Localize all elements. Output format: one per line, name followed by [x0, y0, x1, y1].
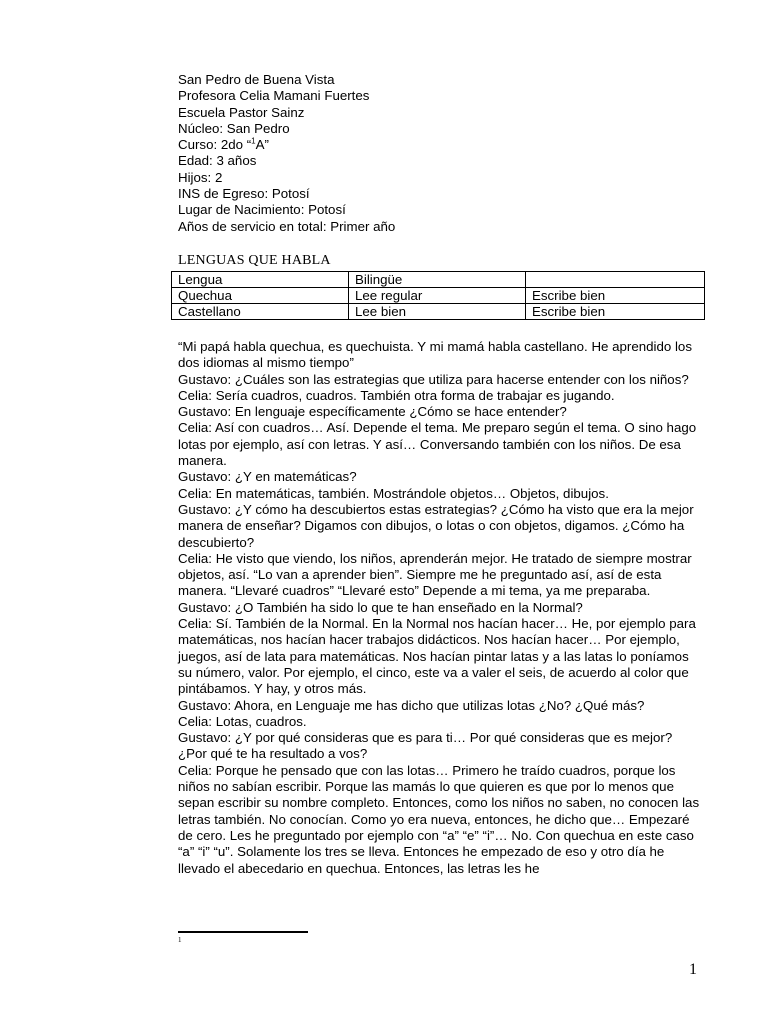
location-line: San Pedro de Buena Vista: [178, 72, 335, 87]
transcript-paragraph: Gustavo: ¿Y cómo ha descubiertos estas estrategias? ¿Cómo ha visto que era la mejor manera de enseñar? Digamos con dibujos, o lotas o con objetos, digamos. ¿Cómo ha descubierto?: [178, 501, 694, 550]
teacher-info: [178, 72, 395, 235]
table-cell: Lee regular: [349, 288, 526, 304]
course-suffix: A”: [255, 137, 269, 153]
languages-table: [171, 271, 705, 320]
school-line: Escuela Pastor Sainz: [178, 104, 305, 120]
footnote-reference[interactable]: 1: [251, 136, 256, 146]
transcript-paragraph: Celia: Lotas, cuadros.: [178, 713, 307, 729]
table-cell: [526, 272, 705, 288]
transcript-paragraph: “Mi papá habla quechua, es quechuista. Y mi mamá habla castellano. He aprendido los dos idiomas al mismo tiempo”: [178, 339, 692, 371]
transcript-paragraph: Gustavo: ¿O También ha sido lo que te han enseñado en la Normal?: [178, 599, 583, 615]
nucleus-line: Núcleo: San Pedro: [178, 120, 290, 136]
transcript-paragraph: Celia: En matemáticas, también. Mostrándole objetos… Objetos, dibujos.: [178, 485, 609, 501]
age-line: Edad: 3 años: [178, 153, 257, 169]
transcript-paragraph: Celia: Sería cuadros, cuadros. También otra forma de trabajar es jugando.: [178, 387, 615, 403]
table-row: [172, 272, 705, 288]
table-cell: Lee bien: [349, 304, 526, 320]
transcript-paragraph: Celia: Porque he pensado que con las lotas… Primero he traído cuadros, porque los niños no sabían escribir. Porque las mamás lo que quieren es que por lo menos que sepan escribir su nombre completo. Entonces, como los niños no saben, no conocen las letras también. No conocían. Como yo era nueva, entonces, he dicho que… Empezaré de cero. Les he preguntado por ejemplo con “a” “e” “i”… No. Con quechua en este caso “a” “i” “u”. Solamente los tres se lleva. Entonces he empezado de eso y otro día he llevado el abecedario en quechua. Entonces, las letras les he: [178, 762, 700, 876]
table-cell: Escribe bien: [526, 304, 705, 320]
birthplace-line: Lugar de Nacimiento: Potosí: [178, 202, 346, 218]
graduation-line: INS de Egreso: Potosí: [178, 186, 310, 202]
page-number: 1: [689, 961, 697, 978]
footnote-mark: 1: [178, 936, 182, 944]
table-row: [172, 304, 705, 320]
table-cell: Escribe bien: [526, 288, 705, 304]
interview-transcript: [178, 339, 703, 877]
transcript-paragraph: Gustavo: ¿Y por qué consideras que es para ti… Por qué consideras que es mejor? ¿Por qué te ha resultado a vos?: [178, 730, 673, 762]
service-years-line: Años de servicio en total: Primer año: [178, 218, 396, 234]
table-cell: Castellano: [172, 304, 349, 320]
course-label: Curso: 2do “: [178, 137, 252, 153]
footnote-separator: [178, 931, 308, 933]
transcript-paragraph: Gustavo: Ahora, en Lenguaje me has dicho que utilizas lotas ¿No? ¿Qué más?: [178, 697, 645, 713]
table-cell: Quechua: [172, 288, 349, 304]
course-line: [178, 137, 395, 153]
transcript-paragraph: Gustavo: ¿Y en matemáticas?: [178, 469, 357, 485]
transcript-paragraph: Gustavo: En lenguaje específicamente ¿Cómo se hace entender?: [178, 404, 567, 420]
table-cell: Bilingüe: [349, 272, 526, 288]
transcript-paragraph: Celia: Así con cuadros… Así. Depende el tema. Me preparo según el tema. O sino hago lotas por ejemplo, así con letras. Y así… Conversando también con los niños. De esa manera.: [178, 420, 697, 469]
transcript-paragraph: Gustavo: ¿Cuáles son las estrategias que utiliza para hacerse entender con los niños?: [178, 371, 689, 387]
table-row: [172, 288, 705, 304]
children-line: Hijos: 2: [178, 169, 223, 185]
transcript-paragraph: Celia: Sí. También de la Normal. En la Normal nos hacían hacer… He, por ejemplo para matemáticas, nos hacían hacer trabajos didácticos. Nos hacían hacer… Por ejemplo, juegos, así de lata para matemáticas. Nos hacían pintar latas y a las latas lo poníamos su número, valor. Por ejemplo, el cinco, este va a valer el seis, de acuerdo al color que pintábamos. Y hay, y otros más.: [178, 616, 696, 697]
transcript-paragraph: Celia: He visto que viendo, los niños, aprenderán mejor. He tratado de siempre mostrar objetos, así. “Lo van a aprender bien”. Siempre me he preguntado así, así de esta manera. “Llevaré cuadros” “Llevaré esto” Depende a mi tema, ya me preparaba.: [178, 550, 692, 599]
teacher-name-line: Profesora Celia Mamani Fuertes: [178, 88, 370, 104]
section-title: LENGUAS QUE HABLA: [178, 253, 331, 268]
table-cell: Lengua: [172, 272, 349, 288]
